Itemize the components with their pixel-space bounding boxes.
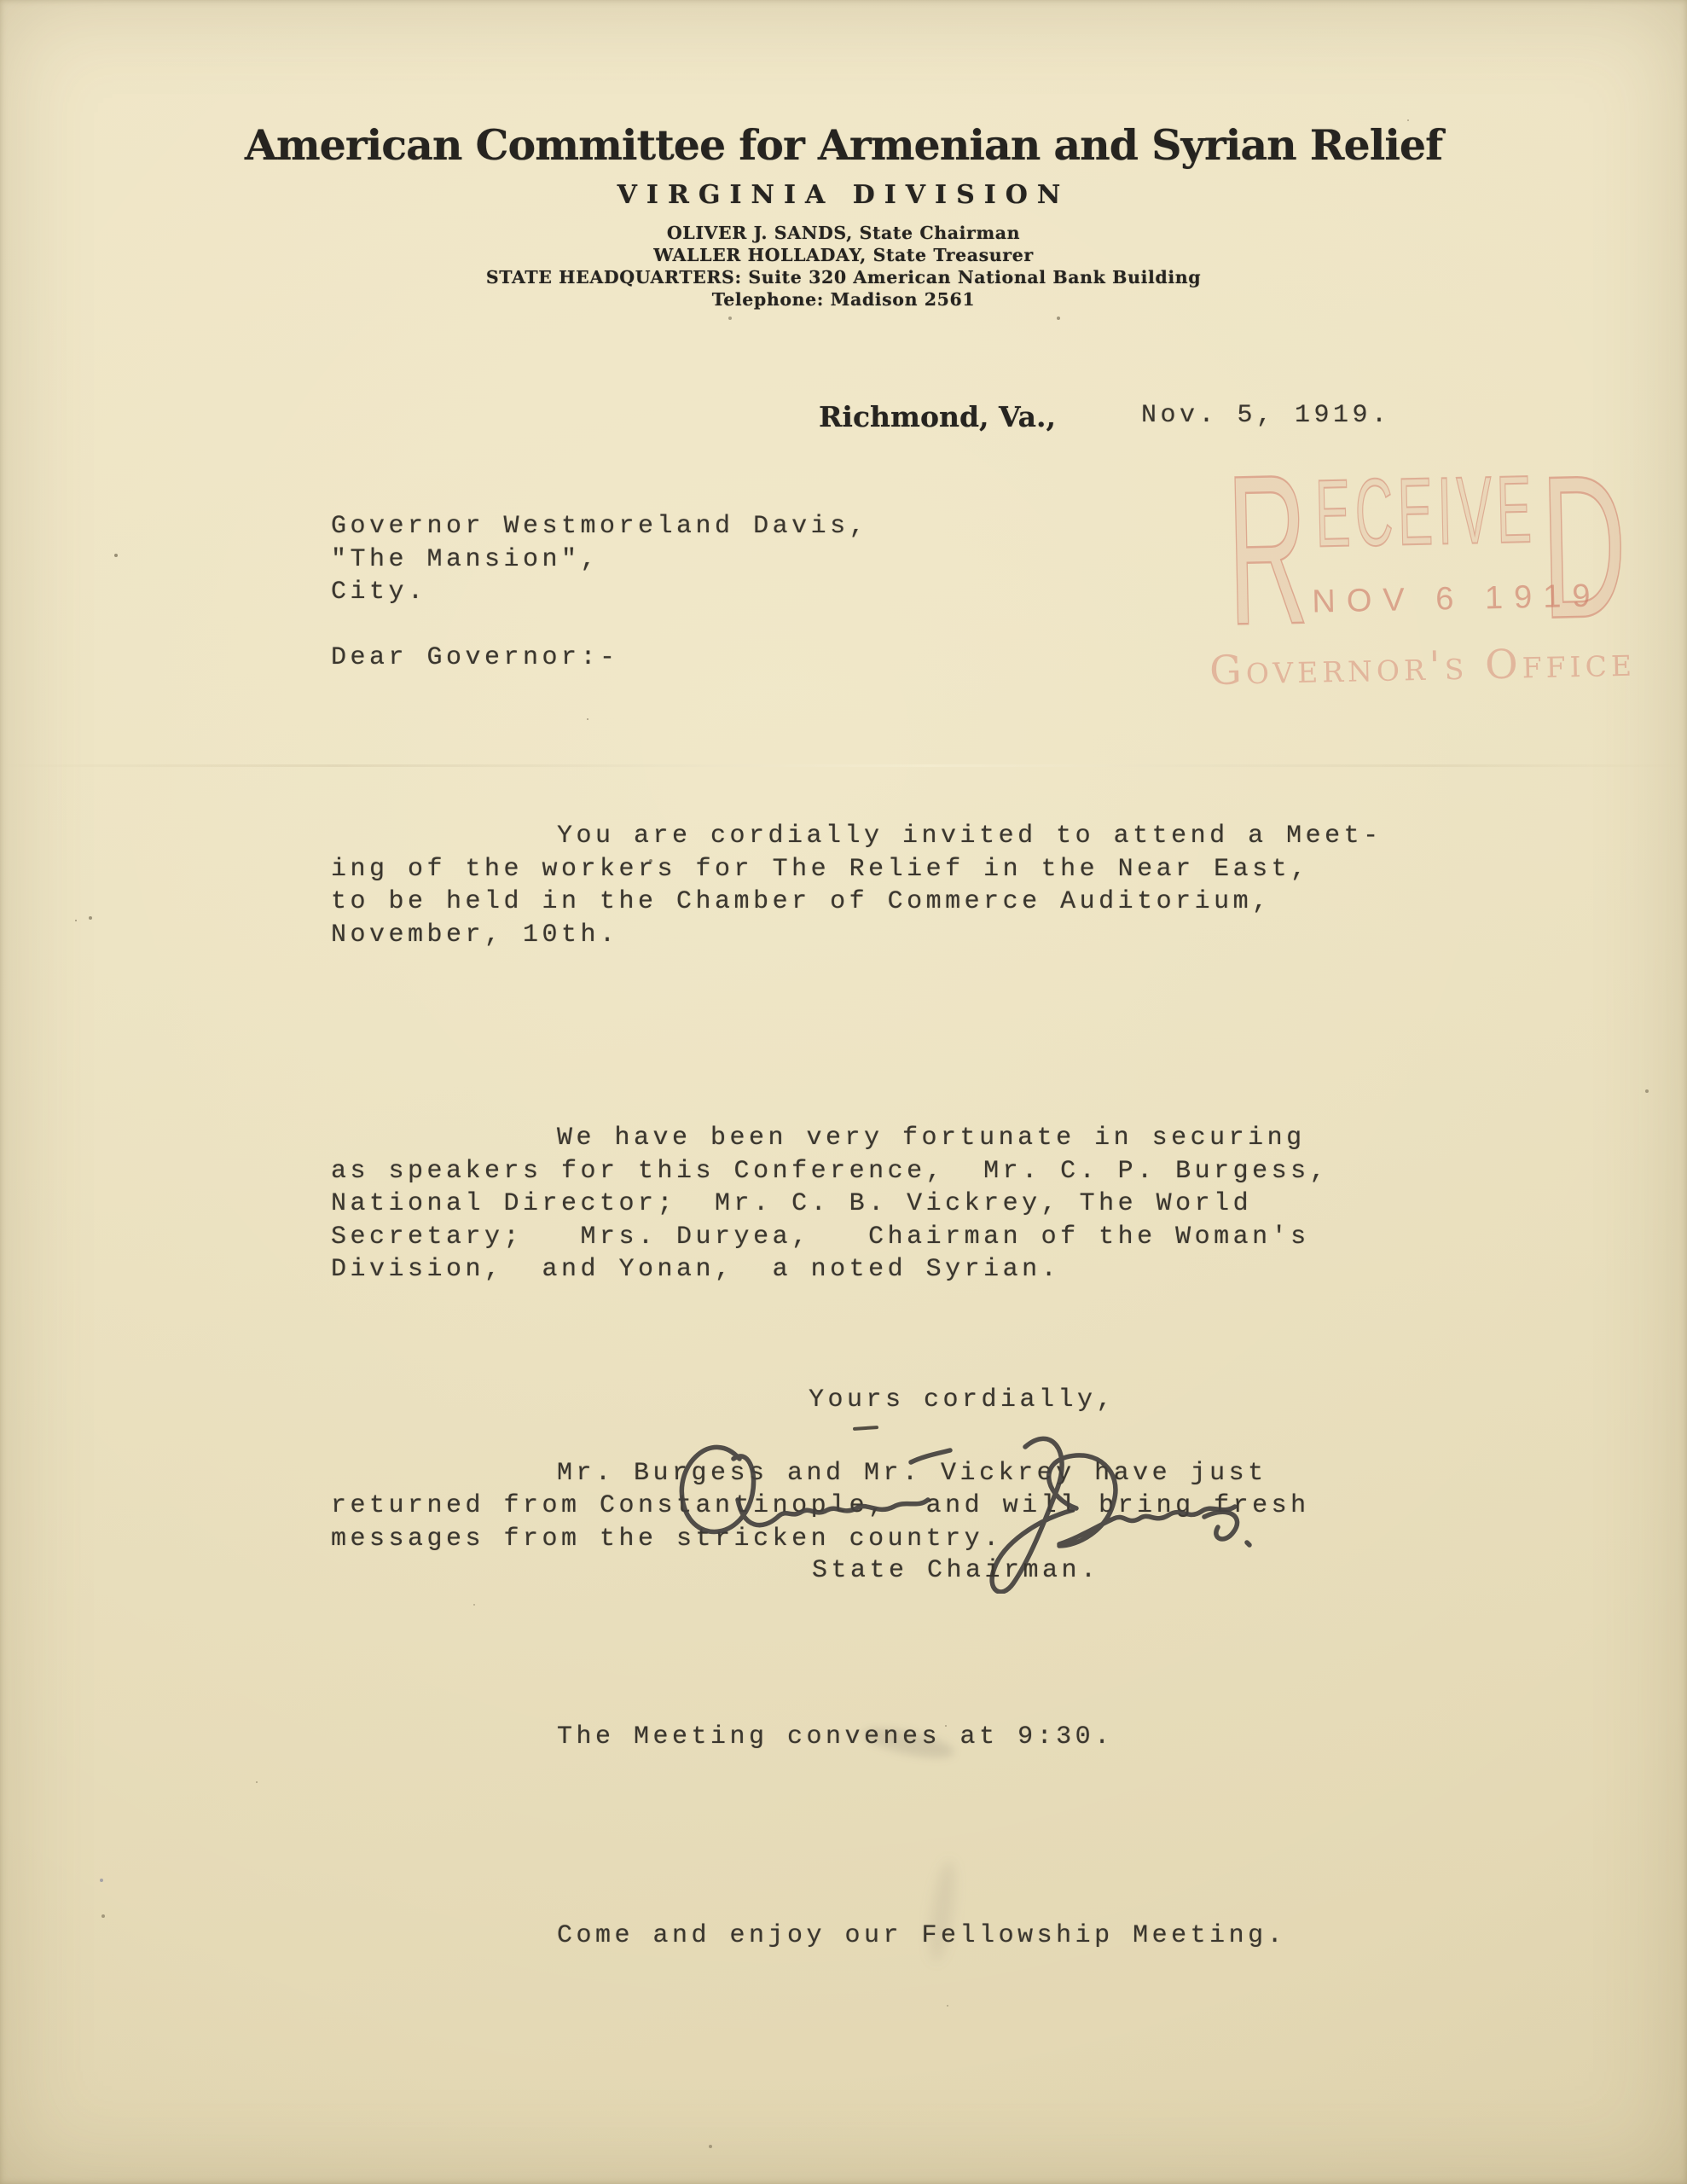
letter-line: The Meeting convenes at 9:30. xyxy=(557,1722,1114,1751)
signature-title: State Chairman. xyxy=(812,1556,1100,1585)
received-stamp xyxy=(1209,429,1637,704)
letter-line: November, 10th. xyxy=(331,920,619,950)
letterhead-officers xyxy=(0,222,1687,266)
paragraph xyxy=(331,1056,1383,1352)
salutation: Dear Governor:- xyxy=(331,643,619,672)
letterhead-info xyxy=(0,222,1687,311)
closing: Yours cordially, xyxy=(809,1385,1116,1414)
letter-line: You are cordially invited to attend a Meet- xyxy=(557,822,1383,851)
letterhead-headquarters: STATE HEADQUARTERS: Suite 320 American National Bank Building xyxy=(485,267,1202,288)
letter-line: We have been very fortunate in securing xyxy=(557,1124,1306,1153)
letterhead-title: American Committee for Armenian and Syrian Relief xyxy=(244,120,1443,170)
letter-line: messages from the stricken country. xyxy=(331,1524,1003,1554)
paragraph xyxy=(331,1854,1383,2018)
letter-line: to be held in the Chamber of Commerce Auditorium, xyxy=(331,887,1272,916)
letter-line: ing of the workers for The Relief in the Near East, xyxy=(331,854,1310,884)
letterhead-division: VIRGINIA DIVISION xyxy=(617,180,1070,210)
letterhead-place: Richmond, Va., xyxy=(819,400,1056,433)
recipient-line: City. xyxy=(331,578,427,607)
letterhead-telephone: Telephone: Madison 2561 xyxy=(711,289,976,310)
letter-line: Come and enjoy our Fellowship Meeting. xyxy=(557,1920,1287,1950)
letter-line: Mr. Burgess and Mr. Vickrey have just xyxy=(557,1458,1267,1488)
letter-date: Nov. 5, 1919. xyxy=(1141,401,1391,430)
letter-line: Division, and Yonan, a noted Syrian. xyxy=(331,1255,1061,1284)
stamp-office: Governor's Office xyxy=(1209,638,1637,695)
stamp-word-received: ECEIVE xyxy=(1313,456,1538,567)
stamp-date: NOV 6 1919 xyxy=(1311,578,1602,620)
letter-line: returned from Constantinople, and will bring fresh xyxy=(331,1491,1310,1520)
letter-line: as speakers for this Conference, Mr. C. P. Burgess, xyxy=(331,1156,1330,1186)
letterhead-officer-line: OLIVER J. SANDS, State Chairman xyxy=(666,223,1021,243)
letter-line: Secretary; Mrs. Duryea, Chairman of the Woman's xyxy=(331,1222,1310,1252)
paragraph xyxy=(331,1655,1383,1820)
paper-specks xyxy=(0,0,2,2)
stamp-letter-r: R xyxy=(1225,429,1310,670)
stamp-letter-d: D xyxy=(1539,433,1629,661)
letter-line: National Director; Mr. C. B. Vickrey, The World xyxy=(331,1189,1253,1218)
letterhead-officer-line: WALLER HOLLADAY, State Treasurer xyxy=(653,245,1034,265)
paragraph xyxy=(331,754,1383,1017)
recipient-address xyxy=(331,510,868,609)
recipient-line: Governor Westmoreland Davis, xyxy=(331,512,869,541)
recipient-line: "The Mansion", xyxy=(331,544,600,574)
